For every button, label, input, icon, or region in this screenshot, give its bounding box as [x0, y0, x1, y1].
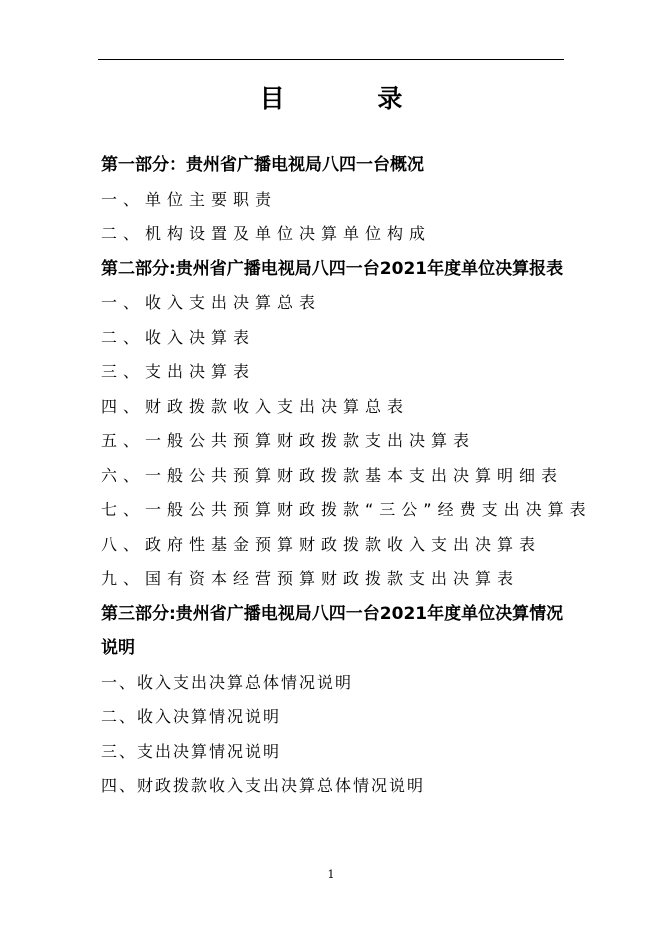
toc-part-1[interactable]: 第一部分：贵州省广播电视局八四一台概况 — [101, 155, 424, 175]
toc-item[interactable]: 二、收入决算表 — [101, 327, 256, 347]
toc-item[interactable]: 八、政府性基金预算财政拨款收入支出决算表 — [101, 534, 542, 554]
toc-item[interactable]: 五、一般公共预算财政拨款支出决算表 — [101, 431, 476, 450]
toc-item[interactable]: 七、一般公共预算财政拨款“三公”经费支出决算表 — [101, 500, 592, 519]
toc-item[interactable]: 二、收入决算情况说明 — [101, 707, 282, 726]
toc-item[interactable]: 六、一般公共预算财政拨款基本支出决算明细表 — [101, 465, 564, 485]
toc-item[interactable]: 三、支出决算表 — [101, 362, 256, 381]
header-rule — [98, 59, 564, 60]
toc-part-3[interactable]: 第三部分:贵州省广播电视局八四一台2021年度单位决算情况说明 — [101, 603, 564, 658]
page-number: 1 — [327, 868, 335, 881]
toc-part-2[interactable]: 第二部分:贵州省广播电视局八四一台2021年度单位决算报表 — [101, 258, 564, 279]
toc-item[interactable]: 四、财政拨款收入支出决算总表 — [101, 396, 410, 416]
toc-item[interactable]: 一、收入支出决算总体情况说明 — [101, 672, 354, 692]
toc-item[interactable]: 一、单位主要职责 — [101, 189, 278, 209]
table-of-contents — [101, 148, 592, 804]
toc-item[interactable]: 二、机构设置及单位决算单位构成 — [101, 224, 432, 243]
toc-item[interactable]: 四、财政拨款收入支出决算总体情况说明 — [101, 776, 426, 795]
toc-item[interactable]: 九、国有资本经营预算财政拨款支出决算表 — [101, 569, 520, 588]
page-title: 目 录 — [259, 84, 445, 113]
toc-item[interactable]: 三、支出决算情况说明 — [101, 741, 282, 761]
toc-item[interactable]: 一、收入支出决算总表 — [101, 293, 322, 312]
